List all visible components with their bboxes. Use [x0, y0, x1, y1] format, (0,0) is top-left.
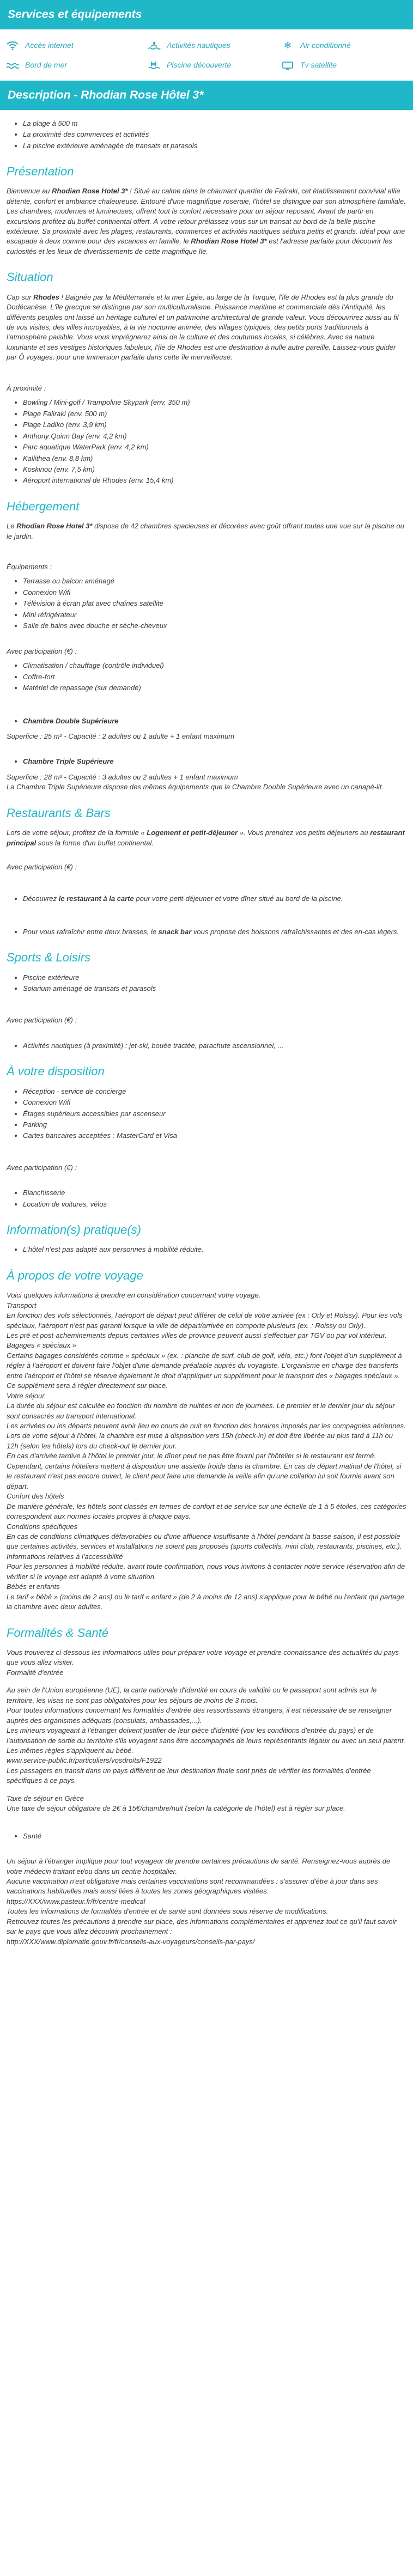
apropos-line: Le tarif « bébé » (moins de 2 ans) ou le tarif « enfant » (de 2 à moins de 12 ans) s'applique pour le bébé ou l'enfant qui partage la chambre avec deux adultes. [7, 1592, 404, 1611]
apropos-heading: À propos de votre voyage [7, 1268, 143, 1282]
wave-icon [5, 60, 20, 71]
apropos-line: Lors de votre séjour à l'hôtel, la chambre est mise à disposition vers 15h (check-in) et doit être libérée au plus tard à 11h ou 12h (selon les hôtels) lors du check-out le dernier jour. [7, 1432, 393, 1450]
apropos-line: En cas d'arrivée tardive à l'hôtel le premier jour, le dîner peut ne pas être fourni par l'hôtelier si le restaurant est fermé. [7, 1452, 376, 1460]
list-item: • Santé [23, 1831, 406, 1841]
apropos-line: Confort des hôtels [7, 1492, 64, 1501]
amenity-outdoor-pool [147, 60, 281, 71]
disposition-paid-list [7, 1188, 406, 1209]
list-item: • Cartes bancaires acceptées : MasterCard et Visa [23, 1131, 406, 1141]
list-item: • La plage à 500 m [23, 119, 406, 129]
list-item: • Terrasse ou balcon aménagé [23, 576, 406, 586]
amenity-label: Tv satellite [300, 60, 337, 69]
sante-line: Retrouvez toutes les précautions à prendre sur place, des informations complémentaires et apprenez-tout ce qu'il faut savoir sur le pays que vous allez découvrir prochainement : [7, 1917, 397, 1936]
equipment-list [7, 576, 406, 631]
apropos-line: Pour les personnes à mobilité réduite, avant toute confirmation, nous vous invitons à contacter notre service réservation afin de vérifier si le voyage est adapté à votre situation. [7, 1562, 405, 1581]
list-item: • Location de voitures, vélos [23, 1199, 406, 1209]
sante-line: Aucune vaccination n'est obligatoire mais certaines vaccinations sont recommandées : s'assurer d'être à jour dans ses vaccinations habituelles mais aussi liées à toutes les zones géographiques visitées. [7, 1877, 378, 1896]
list-item: • Plage Ladiko (env. 3,9 km) [23, 420, 406, 430]
apropos-line: La durée du séjour est calculée en fonction du nombre de nuitées et non de journées. Le premier et le dernier jour du séjour sont consacrés au transport international. [7, 1402, 395, 1420]
apropos-line: Les arrivées ou les départs peuvent avoir lieu en cours de nuit en fonction des horaires imposés par les compagnies aériennes. [7, 1422, 406, 1430]
list-item: • Télévision à écran plat avec chaînes satellite [23, 599, 406, 608]
hebergement-heading: Hébergement [7, 499, 80, 513]
list-item: • Piscine extérieure [23, 973, 406, 983]
sports-paid-list [7, 1041, 406, 1051]
restaurants-text: Lors de votre séjour, profitez de la formule « Logement et petit-déjeuner ». Vous prendrez vos petits déjeuners au restaurant principal sous la forme d'un buffet continental. [7, 829, 405, 847]
list-item: • Mini réfrigérateur [23, 610, 406, 620]
room-double [7, 716, 406, 726]
snowflake-icon: ❄ [283, 40, 292, 51]
hebergement-text: Le Rhodian Rose Hotel 3* dispose de 42 chambres spacieuses et décorées avec goût offrant toutes une vue sur la piscine ou le jardin. [7, 522, 404, 540]
apropos-line: Conditions spécifiques [7, 1522, 78, 1531]
sante-text [7, 1856, 406, 1947]
restaurants-paid-list-2 [7, 927, 406, 937]
tv-icon [281, 60, 295, 71]
description-title: Description - Rhodian Rose Hôtel 3* [0, 81, 413, 110]
disposition-free-list [7, 1087, 406, 1141]
list-item: • Réception - service de concierge [23, 1087, 406, 1097]
wifi-icon [5, 40, 20, 51]
water-icon [147, 40, 161, 51]
list-item: • Anthony Quinn Bay (env. 4,2 km) [23, 431, 406, 441]
apropos-line: Bagages « spéciaux » [7, 1341, 76, 1350]
list-item: • Bowling / Mini-golf / Trampoline Skypark (env. 350 m) [23, 398, 406, 407]
formalites-line: Les mineurs voyageant à l'étranger doivent justifier de leur pièce d'identité (voir les conditions d'entrée du pays) et de l'autorisation de sortie du territoire s'ils voyagent sans être accompagnés de leurs représentants légaux ou avec un seul parent. Les mêmes règles s'appliquent au bébé. [7, 1726, 405, 1755]
amenity-label: Activités nautiques [167, 40, 230, 50]
paid-label: Avec participation (€) : [7, 647, 77, 655]
formalites-text [7, 1648, 406, 1814]
proximity-label: À proximité : [7, 383, 46, 392]
amenity-label: Air conditionné [300, 40, 351, 50]
formalites-line: Au sein de l'Union européenne (UE), la carte nationale d'identité en cours de validité ou le passeport sont admis sur le territoire, les visas ne sont pas obligatoires pour les séjours de moins de 3 mois. [7, 1686, 377, 1704]
amenity-seaside [5, 60, 147, 71]
list-item: • Parking [23, 1120, 406, 1130]
list-item: • Activités nautiques (à proximité) : jet-ski, bouée tractée, parachute ascensionnel, ... [23, 1041, 406, 1051]
list-item: • Connexion Wifi [23, 1098, 406, 1107]
apropos-line: En cas de conditions climatiques défavorables ou d'une affluence insuffisante à l'hôtel pendant la basse saison, il est possible que certaines activités, services et installations ne soient pas proposés (sports collectifs, mini club, restaurants, piscines, etc.). [7, 1532, 402, 1551]
apropos-line: Voici quelques informations à prendre en considération concernant votre voyage. [7, 1291, 261, 1300]
amenity-label: Piscine découverte [167, 60, 232, 69]
sante-list [7, 1831, 406, 1841]
list-item: • Aéroport international de Rhodes (env. 15,4 km) [23, 476, 406, 485]
formalites-line: Les passagers en transit dans un pays différent de leur destination finale sont priés de vérifier les formalités d'entrée spécifiques à ce pays. [7, 1766, 371, 1785]
apropos-line: En fonction des vols sélectionnés, l'aéroport de départ peut différer de celui de votre arrivée (ex : Orly et Roissy). Pour les vols spéciaux, l'aéroport n'est pas garanti lorsque la ville de départ/arrivée en comporte plusieurs (ex. : Roissy ou Orly). [7, 1311, 403, 1330]
apropos-line: Informations relatives à l'accessibilité [7, 1552, 123, 1561]
list-item: • Pour vous rafraîchir entre deux brasses, le snack bar vous propose des boissons rafraîchissantes et des en-cas légers. [23, 927, 406, 937]
list-item: • La proximité des commerces et activités [23, 130, 406, 139]
sante-line: Toutes les informations de formalités d'entrée et de santé sont données sous réserve de modifications. [7, 1907, 329, 1916]
list-item: • Connexion Wifi [23, 588, 406, 598]
amenity-air-conditioning [281, 40, 406, 51]
services-title: Services et équipements [0, 0, 413, 29]
formalites-line: Pour toutes informations concernant les formalités d'entrée des ressortissants étrangers, il est nécessaire de se renseigner auprès des organismes adéquats (consulats, ambassades,...). [7, 1706, 392, 1725]
formalites-line: Formalité d'entrée [7, 1668, 64, 1677]
paid-equipment-list [7, 661, 406, 693]
list-item: • Kallithea (env. 8,8 km) [23, 454, 406, 464]
room-name: • Chambre Triple Supérieure [23, 757, 406, 766]
sports-heading: Sports & Loisirs [7, 951, 91, 965]
room-name: • Chambre Double Supérieure [23, 716, 406, 726]
highlights-list [7, 119, 406, 151]
formalites-line: Une taxe de séjour obligatoire de 2€ à 15€/chambre/nuit (selon la catégorie de l'hôtel) est à régler sur place. [7, 1804, 345, 1813]
list-item: • Solarium aménagé de transats et parasols [23, 984, 406, 994]
apropos-line: Transport [7, 1301, 37, 1310]
list-item: • Blanchisserie [23, 1188, 406, 1198]
information-list [7, 1245, 406, 1254]
list-item: • Parc aquatique WaterPark (env. 4,2 km) [23, 442, 406, 452]
apropos-line: De manière générale, les hôtels sont classés en termes de confort et de service sur une échelle de 1 à 5 étoiles, ces catégories correspondent aux normes locales propres à chaque pays. [7, 1502, 406, 1521]
apropos-line: Bébés et enfants [7, 1582, 60, 1591]
list-item: • Salle de bains avec douche et sèche-cheveux [23, 621, 406, 631]
amenity-internet [5, 40, 147, 51]
amenities-grid [0, 29, 413, 81]
list-item: • Étages supérieurs accessibles par ascenseur [23, 1109, 406, 1119]
room-details: Superficie : 28 m² - Capacité : 3 adultes ou 2 adultes + 1 enfant maximum [7, 772, 238, 781]
information-heading: Information(s) pratique(s) [7, 1223, 141, 1237]
paid-label: Avec participation (€) : [7, 1016, 77, 1025]
apropos-line: Les pré et post-acheminements depuis certaines villes de province peuvent aussi s'effectuer par TGV ou par vol intérieur. [7, 1331, 387, 1339]
list-item: • Découvrez le restaurant à la carte pour votre petit-déjeuner et votre dîner situé au bord de la piscine. [23, 894, 406, 904]
pool-icon [147, 60, 161, 71]
formalites-heading: Formalités & Santé [7, 1625, 109, 1640]
description-content [0, 110, 413, 1964]
formalites-line: Taxe de séjour en Grèce [7, 1794, 84, 1802]
paid-label: Avec participation (€) : [7, 862, 77, 871]
list-item: • Coffre-fort [23, 672, 406, 682]
room-note: La Chambre Triple Supérieure dispose des mêmes équipements que la Chambre Double Supérieure avec un canapé-lit. [7, 783, 384, 791]
apropos-line: Votre séjour [7, 1391, 45, 1400]
amenity-label: Bord de mer [25, 60, 68, 69]
sports-free-list [7, 973, 406, 994]
apropos-text [7, 1290, 406, 1612]
votre-disposition-heading: À votre disposition [7, 1064, 105, 1079]
amenity-water-activities [147, 40, 281, 51]
proximity-list [7, 398, 406, 486]
restaurants-heading: Restaurants & Bars [7, 806, 111, 820]
room-triple [7, 757, 406, 766]
diplomatie-link[interactable]: http://XXX/www.diplomatie.gouv.fr/fr/conseils-aux-voyageurs/conseils-par-pays/ [7, 1937, 255, 1946]
equipment-label: Équipements : [7, 563, 52, 571]
apropos-line: Certains bagages considérés comme « spéciaux » (ex. : planche de surf, club de golf, vélo, etc.) font l'objet d'un supplément à régler à l'aéroport et doivent faire l'objet d'une demande préalable auprès du voyagiste. L'organisme en charge des transferts entre l'aéroport et l'hôtel se réserve également le droit d'appliquer un supplément pour le transport des « bagages spéciaux ». Ce supplément sera à régler directement sur place. [7, 1351, 402, 1390]
presentation-text: Bienvenue au Rhodian Rose Hotel 3* ! Situé au calme dans le charmant quartier de Faliraki, cet établissement convivial allie détente, confort et ambiance chaleureuse. Entouré d'une magnifique roseraie, l'hôtel se distingue par son atmosphère familiale. Les chambres, modernes et lumineuses, offrent tout le confort nécessaire pour un séjour reposant. Avant de partir en excursions profitez du buffet continental offert. À votre retour prélassez-vous sur un transat au bord de la belle piscine extérieure. Sa proximité avec les plages, restaurants, commerces et activités nautiques séduira petits et grands. Idéal pour une escapade à deux comme pour des vacances en famille, le Rhodian Rose Hotel 3* est l'adresse parfaite pour découvrir les curiosités et les lieux de divertissements de cette magnifique île. [7, 187, 406, 255]
list-item: • Climatisation / chauffage (contrôle individuel) [23, 661, 406, 671]
room-details: Superficie : 25 m² - Capacité : 2 adultes ou 1 adulte + 1 enfant maximum [7, 732, 235, 740]
list-item: • La piscine extérieure aménagée de transats et parasols [23, 141, 406, 151]
situation-heading: Situation [7, 270, 53, 284]
paid-label: Avec participation (€) : [7, 1163, 77, 1172]
amenity-satellite-tv [281, 60, 406, 71]
restaurants-paid-list [7, 894, 406, 904]
list-item: • Matériel de repassage (sur demande) [23, 683, 406, 693]
formalites-line: Vous trouverez ci-dessous les informations utiles pour préparer votre voyage et prendre connaissance des actualités du pays que vous allez visiter. [7, 1648, 399, 1667]
list-item: • Plage Faliraki (env. 500 m) [23, 409, 406, 419]
amenity-label: Accès internet [25, 40, 74, 50]
presentation-heading: Présentation [7, 164, 74, 178]
apropos-line: Cependant, certains hôteliers mettent à disposition une assiette froide dans la chambre. En cas de départ matinal de l'hôtel, si le restaurant n'est pas encore ouvert, le client peut faire une demande la veille afin qu'une collation lui soit fournie avant son départ. [7, 1461, 402, 1490]
situation-text: Cap sur Rhodes ! Baignée par la Méditerranée et la mer Égée, au large de la Turquie, l'île de Rhodes est la plus grande du Dodécanèse. L'île grecque se distingue par son multiculturalisme. Puissance maritime et commerciale dès l'Antiquité, les différents peuples ont laissé un héritage culturel et un patrimoine architectural de grande valeur. Vous découvrirez aussi au fil de vos visites, des villes incroyables, à la vie nocturne animée, des villages typiques, des petits ports traditionnels à l'atmosphère paisible. Vous vous imprégnerez ainsi de la culture et des coutumes locales, si célèbres. Avec sa nature luxuriante et ses vestiges historiques fabuleux, l'île de Rhodes est une destination à nulle autre pareille. Laissez-vous guider par Ô voyages, pour une immersion parfaite dans cette île merveilleuse. [7, 293, 399, 362]
sante-line: Un séjour à l'étranger implique pour tout voyageur de prendre certaines précautions de santé. Renseignez-vous auprès de votre médecin traitant et/ou dans un centre hospitalier. [7, 1857, 391, 1875]
pasteur-link[interactable]: https://XXX/www.pasteur.fr/fr/centre-medical [7, 1897, 145, 1905]
list-item: • Koskinou (env. 7,5 km) [23, 465, 406, 474]
list-item: • L'hôtel n'est pas adapté aux personnes à mobilité réduite. [23, 1245, 406, 1254]
service-public-link[interactable]: www.service-public.fr/particuliers/vosdroits/F1922 [7, 1756, 162, 1765]
